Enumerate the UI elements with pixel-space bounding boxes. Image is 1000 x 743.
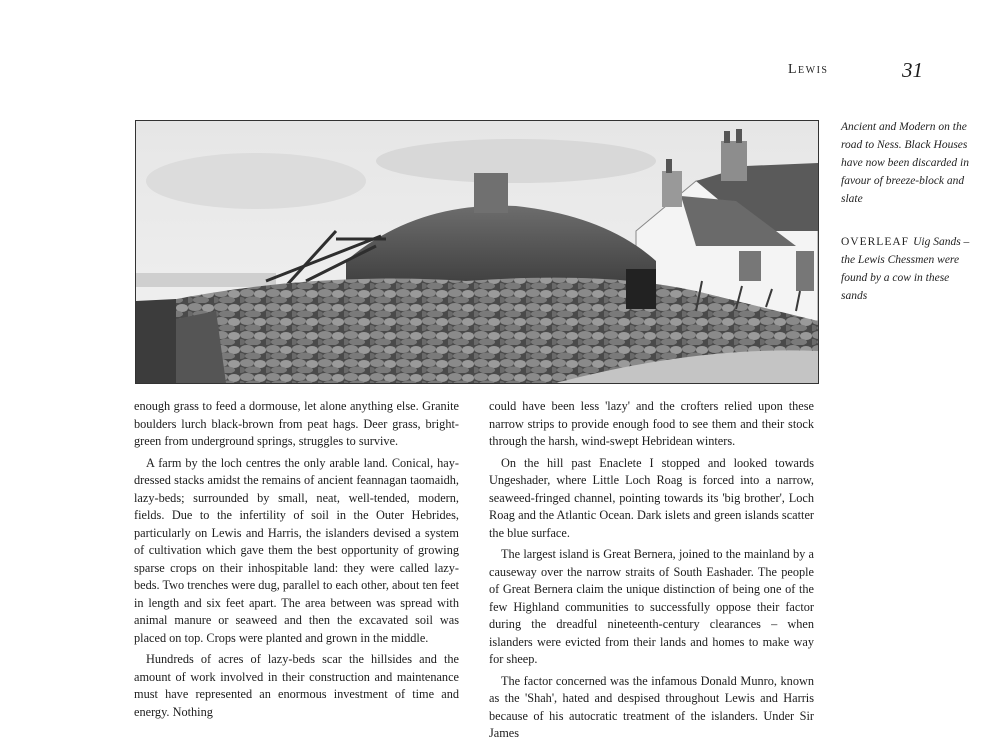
left-paragraph-3: Hundreds of acres of lazy-beds scar the hillsides and the amount of work involved in their construction and maintenance must have represented an enormous investment of time and energy. Nothing [134, 652, 459, 719]
overleaf-caption [841, 233, 971, 305]
right-paragraph-2: On the hill past Enaclete I stopped and looked towards Ungeshader, where Little Loch Roag is forced into a narrow, seaweed-fringed channel, pointing towards its 'big brother', Loch Roag and the Atlantic Ocean. Dark islets and green islands scatter the blue surface. [489, 455, 814, 540]
right-column [489, 398, 814, 743]
left-paragraph-2: A farm by the loch centres the only arable land. Conical, hay-dressed stacks amidst the remains of ancient feannagan taomaidh, lazy-beds; surrounded by small, neat, well-tended, modern, fields. Due to the infertility of soil in the Outer Hebrides, particularly on Lewis and Harris, the islanders devised a system of cultivation which gave them the best opportunity of growing sparse crops on their inhospitable land: they were called lazy-beds. Two trenches were dug, parallel to each other, about ten feet in length and six feet apart. The area between was spread with animal manure or seaweed and then the excavated soil was placed on top. Crops were planted and grown in the middle. [134, 455, 459, 645]
photo-caption: Ancient and Modern on the road to Ness. Black Houses have now been discarded in favour of breeze-block and slate [841, 121, 969, 205]
overleaf-text: Uig Sands – the Lewis Chessmen were found by a cow in these sands [841, 236, 970, 302]
overleaf-label: OVERLEAF [841, 236, 910, 248]
left-paragraph-1: enough grass to feed a dormouse, let alone anything else. Granite boulders lurch black-brown from peat hags. Deer grass, bright-green from underground springs, struggles to survive. [134, 399, 459, 448]
left-column [134, 398, 459, 721]
right-paragraph-1: could have been less 'lazy' and the crofters relied upon these narrow strips to provide enough food to see them and their stock through the harsh, wind-swept Hebridean winters. [489, 399, 814, 448]
black-house-photo [135, 120, 819, 384]
page-number: 31 [902, 58, 923, 82]
right-paragraph-3: The largest island is Great Bernera, joined to the mainland by a causeway over the narrow straits of South Eashader. The people of Great Bernera claim the unique distinction of being one of the few Highland communities to successfully oppose their factor during the dreadful nineteenth-century clearances – when islanders were evicted from their lands and homes to make way for sheep. [489, 547, 814, 666]
right-paragraph-4: The factor concerned was the infamous Donald Munro, known as the 'Shah', hated and despised throughout Lewis and Harris because of his autocratic treatment of the islanders. Under Sir James [489, 673, 814, 740]
running-title: Lewis [788, 62, 829, 77]
